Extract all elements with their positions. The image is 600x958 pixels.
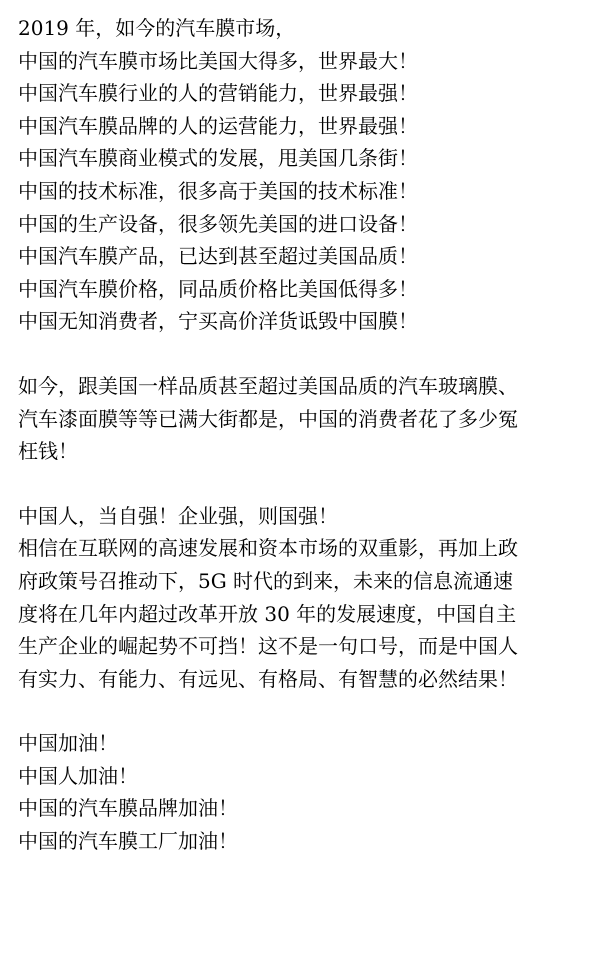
- text-line: 中国的汽车膜品牌加油！: [18, 796, 238, 821]
- text-line: 中国汽车膜价格，同品质价格比美国低得多！: [18, 276, 418, 301]
- text-line: 中国无知消费者，宁买高价洋货诋毁中国膜！: [18, 309, 418, 334]
- text-line: 中国汽车膜行业的人的营销能力，世界最强！: [18, 81, 418, 106]
- paragraph-cheers: [18, 727, 592, 857]
- text-line: 中国汽车膜商业模式的发展，甩美国几条街！: [18, 146, 418, 171]
- text-line: 府政策号召推动下，5G 时代的到来，未来的信息流通速: [18, 568, 514, 593]
- text-line: 如今，跟美国一样品质甚至超过美国品质的汽车玻璃膜、: [18, 373, 518, 398]
- text-line: 中国的汽车膜市场比美国大得多，世界最大！: [18, 48, 418, 73]
- text-line: 中国加油！: [18, 731, 118, 756]
- text-line: 中国的生产设备，很多领先美国的进口设备！: [18, 211, 418, 236]
- text-line: 中国人，当自强！企业强，则国强！: [18, 503, 338, 528]
- text-line: 相信在互联网的高速发展和资本市场的双重影，再加上政: [18, 536, 518, 561]
- text-line: 中国汽车膜产品，已达到甚至超过美国品质！: [18, 244, 418, 269]
- text-line: 中国的汽车膜工厂加油！: [18, 829, 238, 854]
- text-line: 生产企业的崛起势不可挡！这不是一句口号，而是中国人: [18, 634, 518, 659]
- text-line: 有实力、有能力、有远见、有格局、有智慧的必然结果！: [18, 666, 518, 691]
- paragraph-market-claims: [18, 12, 592, 338]
- text-line: 中国汽车膜品牌的人的运营能力，世界最强！: [18, 113, 418, 138]
- text-line: 中国人加油！: [18, 763, 138, 788]
- text-line: 枉钱！: [18, 439, 78, 464]
- text-line: 度将在几年内超过改革开放 30 年的发展速度，中国自主: [18, 601, 517, 626]
- text-line: 汽车漆面膜等等已满大街都是，中国的消费者花了多少冤: [18, 406, 518, 431]
- paragraph-consumers: [18, 370, 592, 468]
- paragraph-self-strengthening: [18, 500, 592, 696]
- text-line: 2019 年，如今的汽车膜市场，: [18, 16, 296, 40]
- text-line: 中国的技术标准，很多高于美国的技术标准！: [18, 178, 418, 203]
